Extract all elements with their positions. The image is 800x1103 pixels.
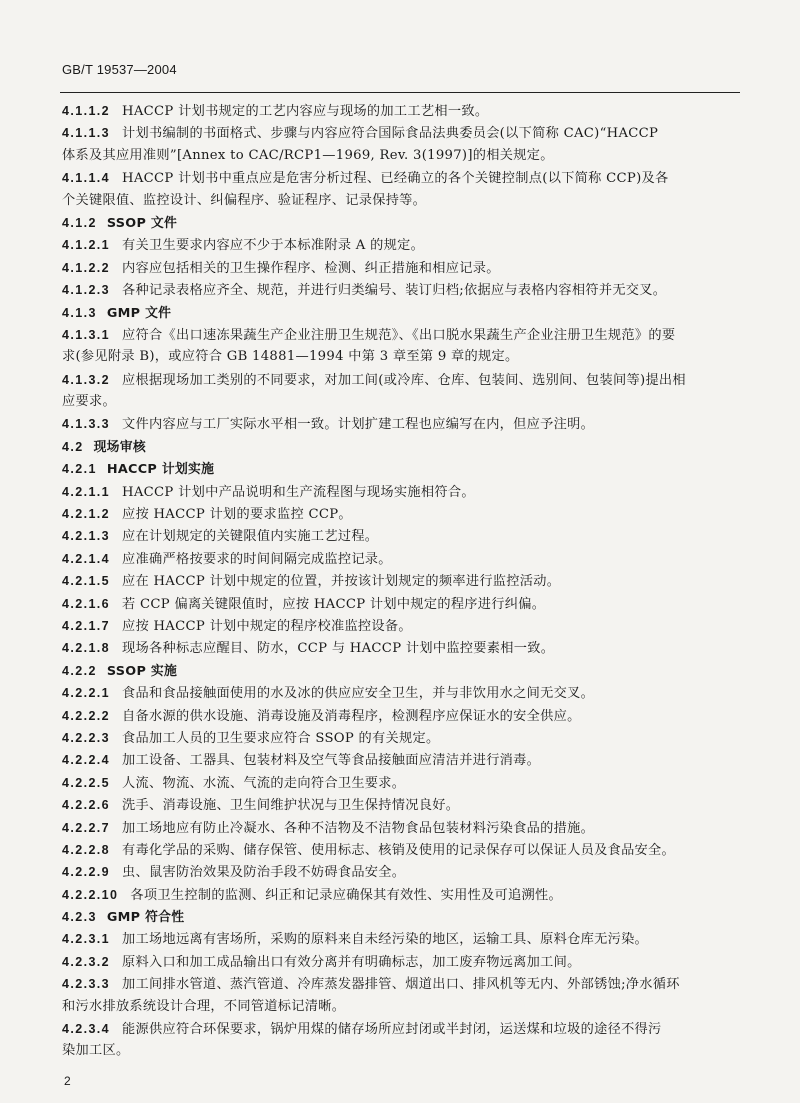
clause-text: 加工设备、工器具、包装材料及空气等食品接触面应清洁并进行消毒。 <box>122 753 541 769</box>
clause-text: 文件内容应与工厂实际水平相一致。计划扩建工程也应编写在内，但应予注明。 <box>122 417 595 433</box>
section-heading: HACCP 计划实施 <box>106 462 215 478</box>
clause-line <box>62 1018 742 1040</box>
clause-text: 各种记录表格应齐全、规范，并进行归类编号、装订归档;依据应与表格内容相符并无交叉。 <box>122 283 667 299</box>
clause-text: 应在 HACCP 计划中规定的位置，并按该计划规定的频率进行监控活动。 <box>122 574 561 590</box>
clause-text: 自备水源的供水设施、消毒设施及消毒程序，检测程序应保证水的安全供应。 <box>122 708 581 724</box>
clause-number: 4.2.2.6 <box>62 798 111 813</box>
clause-line <box>62 660 742 682</box>
clause-text: 应按 HACCP 计划的要求监控 CCP。 <box>122 507 352 523</box>
clause-text: 和污水排放系统设计合理，不同管道标记清晰。 <box>62 998 346 1014</box>
clause-line <box>62 928 742 950</box>
clause-number: 4.1.2.1 <box>62 238 111 253</box>
clause-number: 4.1.2 <box>62 215 97 230</box>
clause-line <box>62 100 742 122</box>
clause-text: 应准确严格按要求的时间间隔完成监控记录。 <box>122 551 392 567</box>
clause-number: 4.2.3.3 <box>62 977 111 992</box>
clause-number: 4.2.2 <box>62 663 97 678</box>
clause-line <box>62 503 742 525</box>
clause-number: 4.2.3.2 <box>62 954 111 969</box>
clause-number: 4.2.3.1 <box>62 932 111 947</box>
clause-text: 体系及其应用准则”[Annex to CAC/RCP1—1969, Rev. 3(1997)]的相关规定。 <box>62 147 554 163</box>
clause-line <box>62 481 742 503</box>
clause-continuation-line <box>62 1040 742 1062</box>
clause-number: 4.1.3.1 <box>62 327 111 342</box>
clause-text: 计划书编制的书面格式、步骤与内容应符合国际食品法典委员会(以下简称 CAC)“HACCP <box>122 126 659 142</box>
clause-line <box>62 257 742 279</box>
clause-text: 应要求。 <box>62 394 116 410</box>
clause-line <box>62 570 742 592</box>
clause-text: 应符合《出口速冻果蔬生产企业注册卫生规范》、《出口脱水果蔬生产企业注册卫生规范》的要 <box>122 327 676 343</box>
clause-text: 内容应包括相关的卫生操作程序、检测、纠正措施和相应记录。 <box>122 260 500 276</box>
clause-line <box>62 906 742 928</box>
clause-number: 4.2.2.4 <box>62 753 111 768</box>
clause-number: 4.2.1.1 <box>62 484 111 499</box>
section-heading: SSOP 实施 <box>106 663 178 679</box>
clause-number: 4.2.2.5 <box>62 775 111 790</box>
section-heading: GMP 文件 <box>106 305 172 321</box>
clause-line <box>62 682 742 704</box>
section-heading: SSOP 文件 <box>106 215 178 231</box>
clause-text: 若 CCP 偏离关键限值时，应按 HACCP 计划中规定的程序进行纠偏。 <box>122 596 546 612</box>
clause-number: 4.2.2.8 <box>62 842 111 857</box>
clause-number: 4.1.1.4 <box>62 171 111 186</box>
clause-text: 原料入口和加工成品输出口有效分离并有明确标志，加工废弃物远离加工间。 <box>122 954 581 970</box>
document-header: GB/T 19537—2004 <box>62 62 177 77</box>
clause-line <box>62 458 742 480</box>
clause-number: 4.2.1.6 <box>62 596 111 611</box>
clause-number: 4.2.2.3 <box>62 730 111 745</box>
clause-text: 加工场地远离有害场所，采购的原料来自未经污染的地区，运输工具、原料仓库无污染。 <box>122 932 649 948</box>
clause-line <box>62 369 742 391</box>
clause-number: 4.1.3.3 <box>62 417 111 432</box>
clause-number: 4.1.3 <box>62 305 97 320</box>
clause-line <box>62 705 742 727</box>
clause-line <box>62 839 742 861</box>
clause-number: 4.1.2.2 <box>62 260 111 275</box>
clause-line <box>62 973 742 995</box>
clause-number: 4.1.1.3 <box>62 126 111 141</box>
clause-line <box>62 436 742 458</box>
clause-number: 4.2 <box>62 439 84 454</box>
clause-line <box>62 302 742 324</box>
clause-continuation-line <box>62 996 742 1018</box>
section-heading: 现场审核 <box>93 439 146 455</box>
clause-number: 4.2.3 <box>62 910 97 925</box>
clause-text: 染加工区。 <box>62 1043 130 1059</box>
clause-continuation-line <box>62 346 742 368</box>
clause-text: 加工间排水管道、蒸汽管道、冷库蒸发器排管、烟道出口、排风机等无内、外部锈蚀;净水循环 <box>122 977 680 993</box>
page-number: 2 <box>64 1074 71 1088</box>
clause-number: 4.2.2.2 <box>62 708 111 723</box>
clause-text: 求(参见附录 B)，或应符合 GB 14881—1994 中第 3 章至第 9 章的规定。 <box>62 349 519 365</box>
clause-text: 洗手、消毒设施、卫生间维护状况与卫生保持情况良好。 <box>122 798 460 814</box>
clause-text: 各项卫生控制的监测、纠正和记录应确保其有效性、实用性及可追溯性。 <box>130 887 562 903</box>
clause-continuation-line <box>62 145 742 167</box>
clause-text: 个关键限值、监控设计、纠偏程序、验证程序、记录保持等。 <box>62 192 427 208</box>
clause-text: 应根据现场加工类别的不同要求，对加工间(或冷库、仓库、包装间、选别间、包装间等)提出相 <box>122 372 686 388</box>
clause-line <box>62 525 742 547</box>
clause-text: 有毒化学品的采购、储存保管、使用标志、核销及使用的记录保存可以保证人员及食品安全。 <box>122 842 676 858</box>
clause-text: 食品加工人员的卫生要求应符合 SSOP 的有关规定。 <box>122 730 440 746</box>
clause-number: 4.1.3.2 <box>62 372 111 387</box>
clause-number: 4.2.1.7 <box>62 618 111 633</box>
clause-text: 应按 HACCP 计划中规定的程序校准监控设备。 <box>122 618 412 634</box>
header-rule <box>60 92 740 93</box>
clause-number: 4.2.1.4 <box>62 551 111 566</box>
clause-text: HACCP 计划书规定的工艺内容应与现场的加工工艺相一致。 <box>122 104 489 119</box>
clause-text: HACCP 计划书中重点应是危害分析过程、已经确立的各个关键控制点(以下简称 CCP)及各 <box>122 171 669 187</box>
clause-number: 4.1.1.2 <box>62 104 111 118</box>
clause-text: 能源供应符合环保要求，锅炉用煤的储存场所应封闭或半封闭，运送煤和垃圾的途径不得污 <box>122 1022 662 1038</box>
clause-line <box>62 212 742 234</box>
clause-line <box>62 548 742 570</box>
clause-line <box>62 324 742 346</box>
clause-line <box>62 413 742 435</box>
clause-text: 有关卫生要求内容应不少于本标准附录 A 的规定。 <box>122 238 425 254</box>
clause-number: 4.2.1.3 <box>62 529 111 544</box>
clause-text: 应在计划规定的关键限值内实施工艺过程。 <box>122 529 379 545</box>
clause-text: 虫、鼠害防治效果及防治手段不妨碍食品安全。 <box>122 865 406 881</box>
clause-text: 人流、物流、水流、气流的走向符合卫生要求。 <box>122 775 406 791</box>
clause-text: 现场各种标志应醒目、防水，CCP 与 HACCP 计划中监控要素相一致。 <box>122 641 555 657</box>
clause-number: 4.2.3.4 <box>62 1022 111 1037</box>
clause-continuation-line <box>62 190 742 212</box>
clause-text: 食品和食品接触面使用的水及冰的供应应安全卫生，并与非饮用水之间无交叉。 <box>122 686 595 702</box>
clause-line <box>62 615 742 637</box>
document-body <box>62 100 742 1063</box>
clause-number: 4.1.2.3 <box>62 283 111 298</box>
clause-line <box>62 167 742 189</box>
clause-line <box>62 794 742 816</box>
clause-number: 4.2.1.8 <box>62 641 111 656</box>
clause-number: 4.2.1.2 <box>62 507 111 522</box>
clause-line <box>62 817 742 839</box>
clause-line <box>62 884 742 906</box>
clause-line <box>62 749 742 771</box>
clause-line <box>62 637 742 659</box>
clause-text: 加工场地应有防止冷凝水、各种不洁物及不洁物食品包装材料污染食品的措施。 <box>122 820 595 836</box>
clause-number: 4.2.2.1 <box>62 686 111 701</box>
clause-number: 4.2.1.5 <box>62 574 111 589</box>
clause-continuation-line <box>62 391 742 413</box>
clause-line <box>62 234 742 256</box>
clause-line <box>62 593 742 615</box>
clause-text: HACCP 计划中产品说明和生产流程图与现场实施相符合。 <box>122 484 475 500</box>
clause-line <box>62 951 742 973</box>
clause-line <box>62 861 742 883</box>
clause-line <box>62 772 742 794</box>
clause-line <box>62 279 742 301</box>
section-heading: GMP 符合性 <box>106 910 185 926</box>
clause-line <box>62 727 742 749</box>
clause-number: 4.2.1 <box>62 462 97 477</box>
clause-number: 4.2.2.9 <box>62 865 111 880</box>
clause-line <box>62 122 742 144</box>
clause-number: 4.2.2.7 <box>62 820 111 835</box>
clause-number: 4.2.2.10 <box>62 887 119 902</box>
